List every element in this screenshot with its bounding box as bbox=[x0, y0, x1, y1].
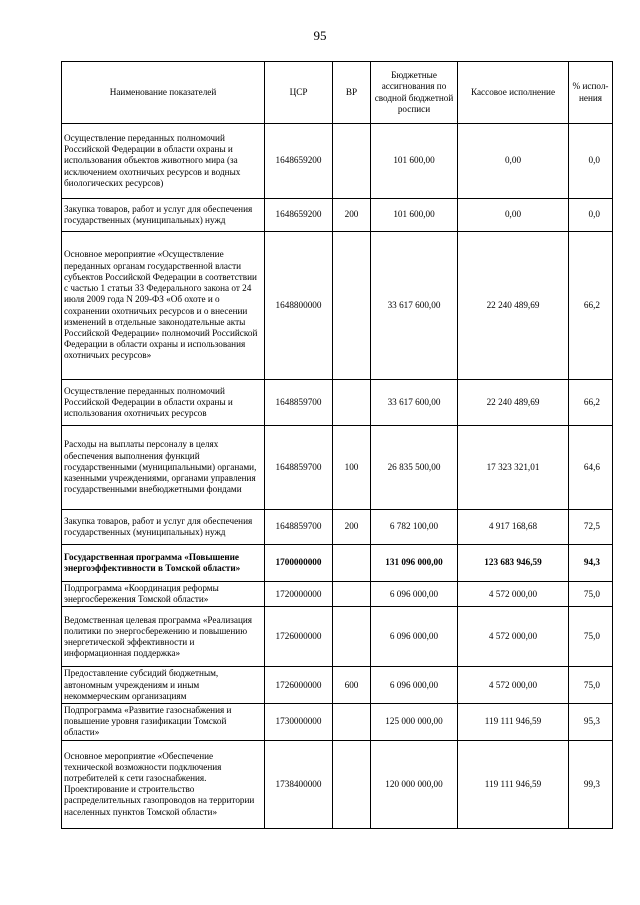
header-assignments: Бюджетные ассигнования по сводной бюджетной росписи bbox=[371, 62, 458, 124]
vr-cell bbox=[333, 545, 371, 582]
assignment-cell: 6 096 000,00 bbox=[371, 607, 458, 667]
percent-cell: 75,0 bbox=[569, 607, 613, 667]
table-row bbox=[62, 426, 613, 510]
vr-cell bbox=[333, 704, 371, 741]
name-cell: Основное мероприятие «Осуществление переданных органам государственной власти субъектов Российской Федерации в соответствии с частью 1 статьи 33 Федерального закона от 24 июля 2009 года N 209-ФЗ «Об охоте и о сохранении охотничьих ресурсов и о внесении изменений в отдельные законодательные акты Российской Федерации» полномочий Российской Федерации в области охраны и использования охотничьих ресурсов» bbox=[62, 232, 265, 380]
table-row bbox=[62, 582, 613, 607]
header-name: Наименование показателей bbox=[62, 62, 265, 124]
name-cell: Ведомственная целевая программа «Реализация политики по энергосбережению и повышению энергетической эффективности и информационная поддержка» bbox=[62, 607, 265, 667]
percent-cell: 75,0 bbox=[569, 667, 613, 704]
table-row bbox=[62, 380, 613, 426]
assignment-cell: 120 000 000,00 bbox=[371, 740, 458, 828]
vr-cell bbox=[333, 124, 371, 199]
table-row bbox=[62, 199, 613, 232]
csr-cell: 1726000000 bbox=[265, 667, 333, 704]
table-row bbox=[62, 667, 613, 704]
assignment-cell: 26 835 500,00 bbox=[371, 426, 458, 510]
page-number: 95 bbox=[313, 28, 327, 43]
vr-cell bbox=[333, 582, 371, 607]
cash-cell: 4 917 168,68 bbox=[458, 510, 569, 545]
assignment-cell: 125 000 000,00 bbox=[371, 704, 458, 741]
table-row bbox=[62, 124, 613, 199]
percent-cell: 66,2 bbox=[569, 232, 613, 380]
assignment-cell: 6 782 100,00 bbox=[371, 510, 458, 545]
vr-cell: 100 bbox=[333, 426, 371, 510]
percent-cell: 95,3 bbox=[569, 704, 613, 741]
name-cell: Закупка товаров, работ и услуг для обеспечения государственных (муниципальных) нужд bbox=[62, 510, 265, 545]
csr-cell: 1700000000 bbox=[265, 545, 333, 582]
csr-cell: 1648659200 bbox=[265, 199, 333, 232]
budget-execution-table bbox=[61, 61, 613, 829]
assignment-cell: 131 096 000,00 bbox=[371, 545, 458, 582]
assignment-cell: 33 617 600,00 bbox=[371, 380, 458, 426]
cash-cell: 123 683 946,59 bbox=[458, 545, 569, 582]
cash-cell: 17 323 321,01 bbox=[458, 426, 569, 510]
cash-cell: 119 111 946,59 bbox=[458, 704, 569, 741]
header-percent: % испол-нения bbox=[569, 62, 613, 124]
cash-cell: 22 240 489,69 bbox=[458, 232, 569, 380]
percent-cell: 75,0 bbox=[569, 582, 613, 607]
vr-cell: 200 bbox=[333, 199, 371, 232]
assignment-cell: 33 617 600,00 bbox=[371, 232, 458, 380]
csr-cell: 1648859700 bbox=[265, 380, 333, 426]
csr-cell: 1648659200 bbox=[265, 124, 333, 199]
vr-cell bbox=[333, 232, 371, 380]
csr-cell: 1726000000 bbox=[265, 607, 333, 667]
name-cell: Основное мероприятие «Обеспечение технической возможности подключения потребителей к сети газоснабжения. Проектирование и строительство распределительных газопроводов на территории населенных пунктов Томской области» bbox=[62, 740, 265, 828]
percent-cell: 0,0 bbox=[569, 124, 613, 199]
name-cell: Государственная программа «Повышение энергоэффективности в Томской области» bbox=[62, 545, 265, 582]
percent-cell: 66,2 bbox=[569, 380, 613, 426]
assignment-cell: 101 600,00 bbox=[371, 124, 458, 199]
name-cell: Осуществление переданных полномочий Российской Федерации в области охраны и использования объектов животного мира (за исключением охотничьих ресурсов и водных биологических ресурсов) bbox=[62, 124, 265, 199]
vr-cell: 200 bbox=[333, 510, 371, 545]
table-row bbox=[62, 740, 613, 828]
percent-cell: 94,3 bbox=[569, 545, 613, 582]
vr-cell bbox=[333, 380, 371, 426]
assignment-cell: 101 600,00 bbox=[371, 199, 458, 232]
cash-cell: 4 572 000,00 bbox=[458, 582, 569, 607]
percent-cell: 99,3 bbox=[569, 740, 613, 828]
table-row bbox=[62, 704, 613, 741]
cash-cell: 22 240 489,69 bbox=[458, 380, 569, 426]
percent-cell: 0,0 bbox=[569, 199, 613, 232]
name-cell: Подпрограмма «Развитие газоснабжения и повышение уровня газификации Томской области» bbox=[62, 704, 265, 741]
csr-cell: 1648859700 bbox=[265, 510, 333, 545]
cash-cell: 4 572 000,00 bbox=[458, 667, 569, 704]
cash-cell: 4 572 000,00 bbox=[458, 607, 569, 667]
csr-cell: 1730000000 bbox=[265, 704, 333, 741]
table-row bbox=[62, 545, 613, 582]
vr-cell: 600 bbox=[333, 667, 371, 704]
cash-cell: 119 111 946,59 bbox=[458, 740, 569, 828]
percent-cell: 64,6 bbox=[569, 426, 613, 510]
table-row bbox=[62, 232, 613, 380]
header-cash: Кассовое исполнение bbox=[458, 62, 569, 124]
table-row bbox=[62, 510, 613, 545]
cash-cell: 0,00 bbox=[458, 199, 569, 232]
header-vr: ВР bbox=[333, 62, 371, 124]
name-cell: Закупка товаров, работ и услуг для обеспечения государственных (муниципальных) нужд bbox=[62, 199, 265, 232]
csr-cell: 1738400000 bbox=[265, 740, 333, 828]
table-row bbox=[62, 607, 613, 667]
table-header-row bbox=[62, 62, 613, 124]
name-cell: Осуществление переданных полномочий Российской Федерации в области охраны и использования охотничьих ресурсов bbox=[62, 380, 265, 426]
csr-cell: 1720000000 bbox=[265, 582, 333, 607]
vr-cell bbox=[333, 607, 371, 667]
csr-cell: 1648859700 bbox=[265, 426, 333, 510]
vr-cell bbox=[333, 740, 371, 828]
header-csr: ЦСР bbox=[265, 62, 333, 124]
cash-cell: 0,00 bbox=[458, 124, 569, 199]
name-cell: Расходы на выплаты персоналу в целях обеспечения выполнения функций государственными (муниципальными) органами, казенными учреждениями, органами управления государственными внебюджетными фондами bbox=[62, 426, 265, 510]
assignment-cell: 6 096 000,00 bbox=[371, 667, 458, 704]
csr-cell: 1648800000 bbox=[265, 232, 333, 380]
percent-cell: 72,5 bbox=[569, 510, 613, 545]
assignment-cell: 6 096 000,00 bbox=[371, 582, 458, 607]
name-cell: Предоставление субсидий бюджетным, автономным учреждениям и иным некоммерческим организациям bbox=[62, 667, 265, 704]
name-cell: Подпрограмма «Координация реформы энергосбережения Томской области» bbox=[62, 582, 265, 607]
